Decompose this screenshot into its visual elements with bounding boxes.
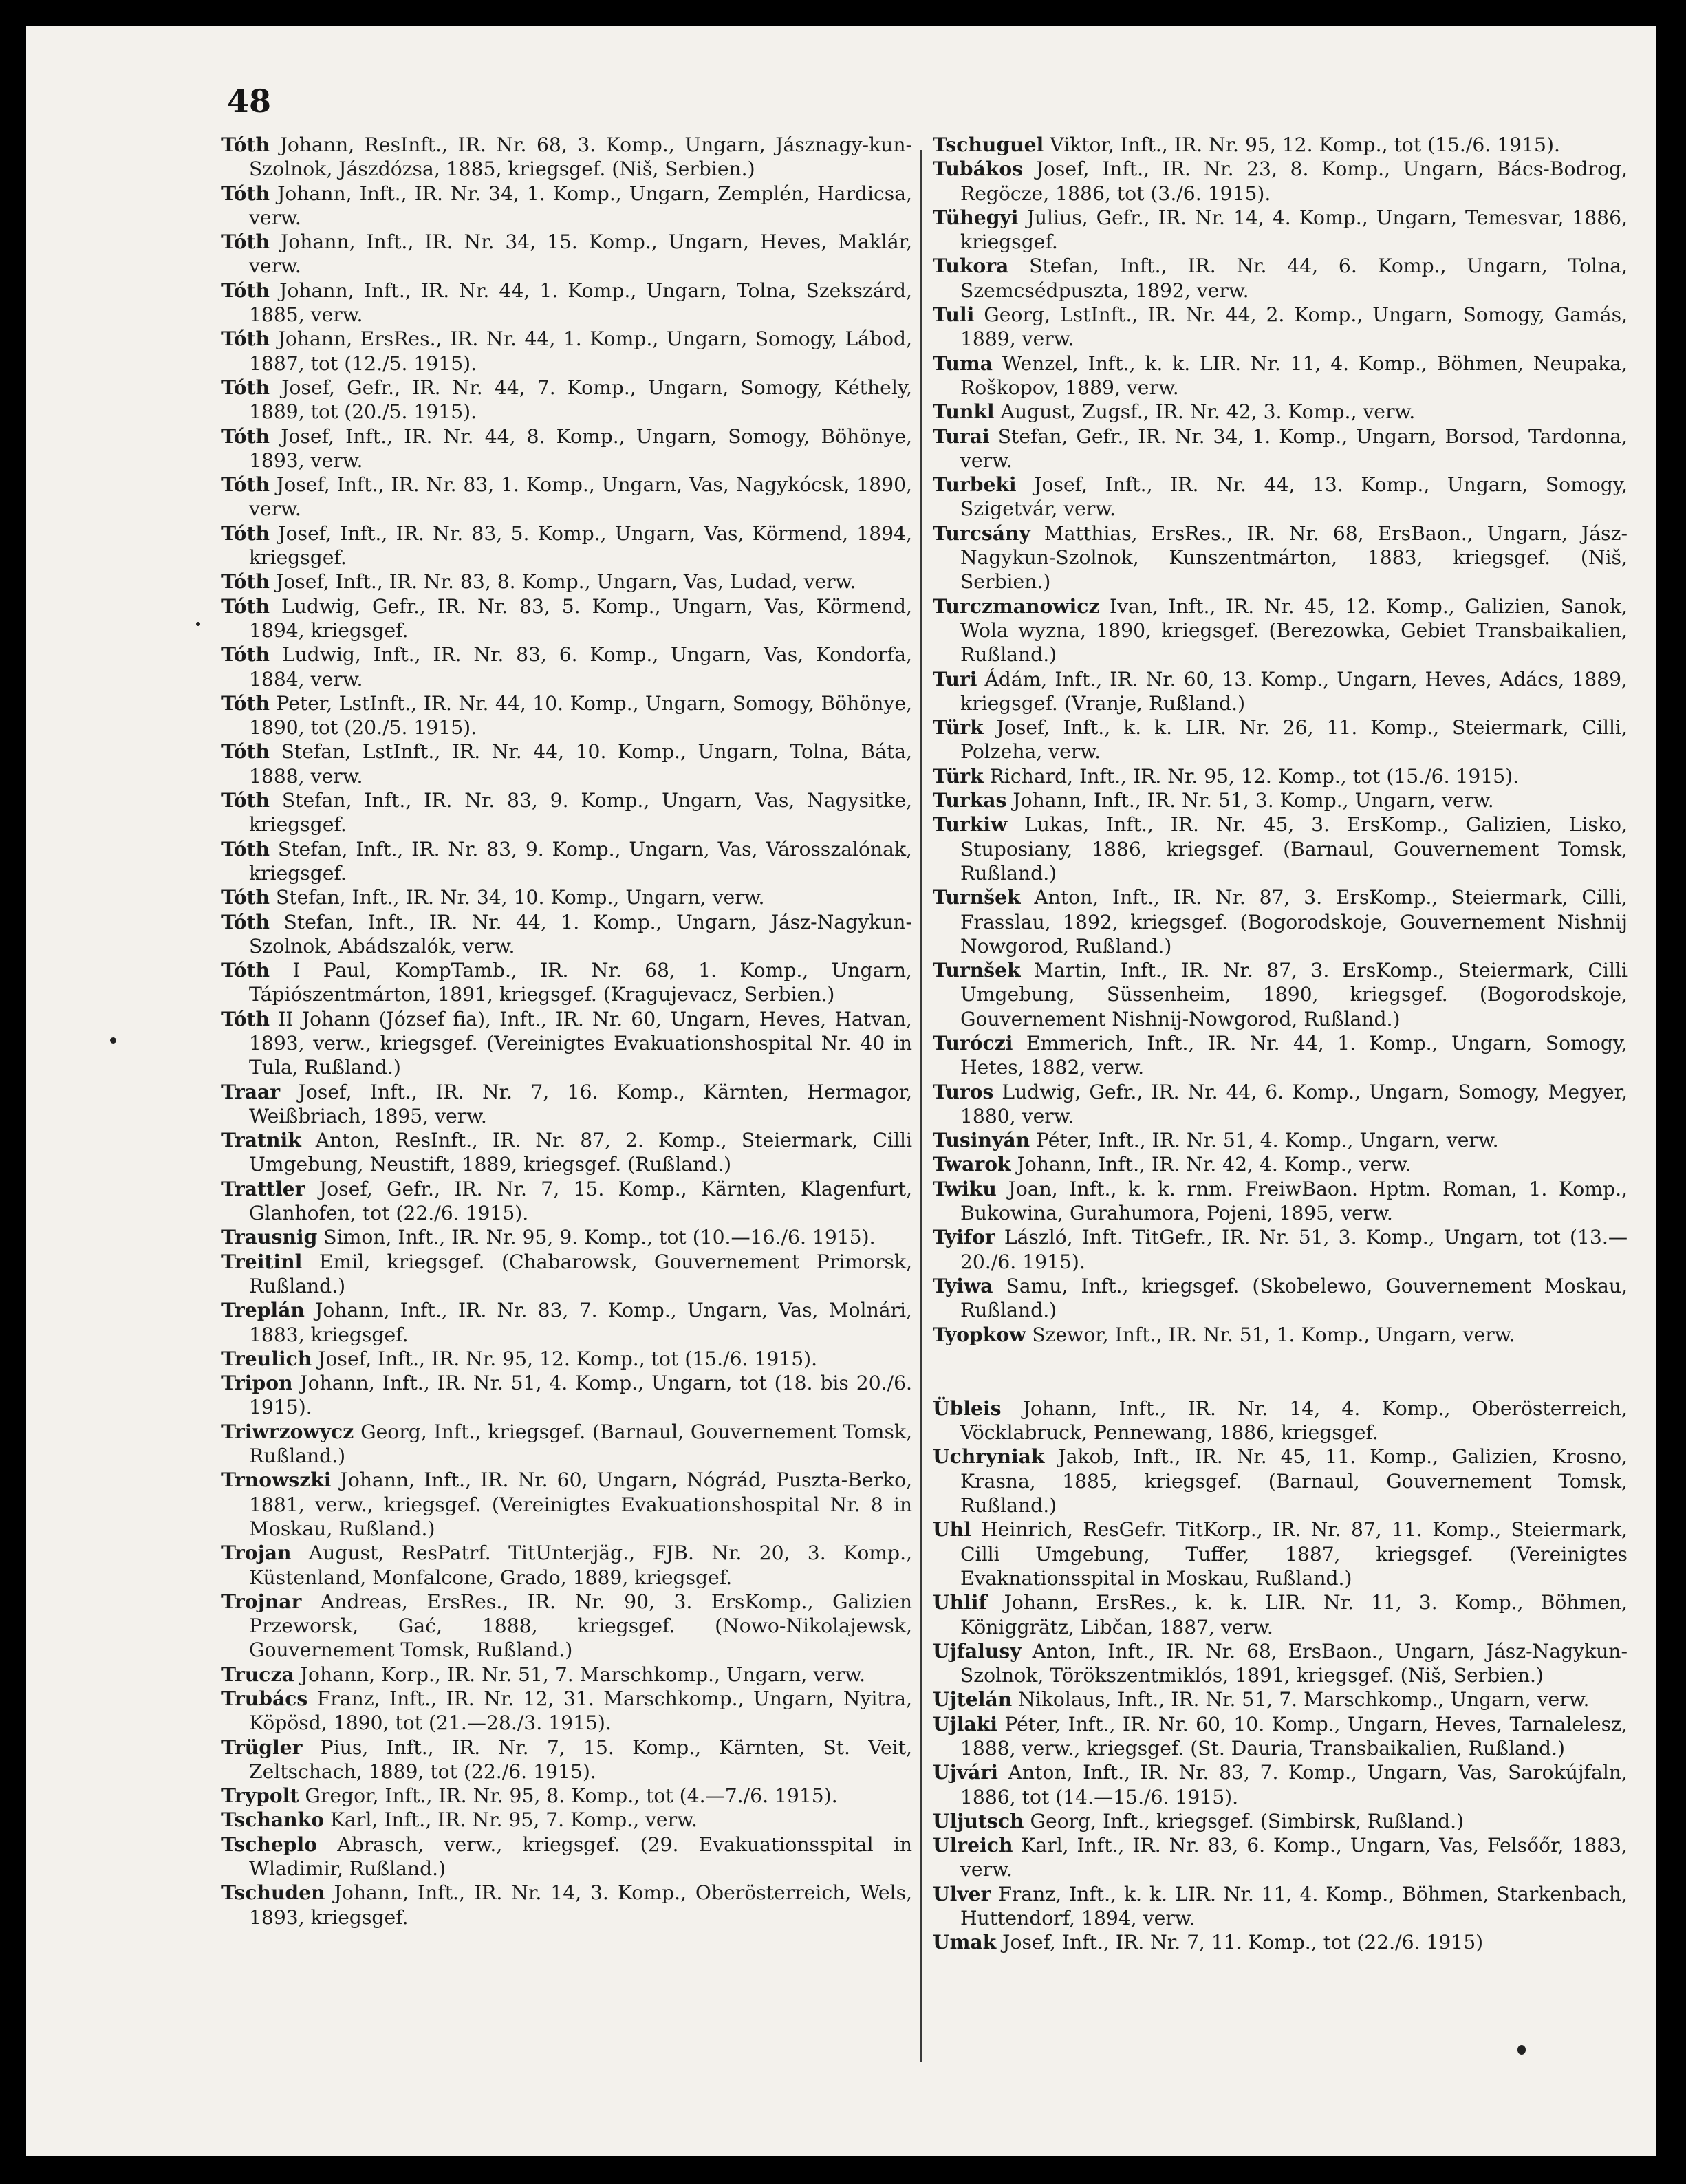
register-entry: [933, 764, 1628, 788]
entry-details: Johann, Inft., IR. Nr. 42, 4. Komp., verw.: [1017, 1153, 1412, 1176]
entry-details: Josef, Gefr., IR. Nr. 7, 15. Komp., Kärnten, Klagenfurt, Glanhofen, tot (22./6. 1915).: [249, 1177, 912, 1225]
register-entry: [933, 157, 1628, 206]
left-column: [221, 133, 912, 1929]
entry-details: Ivan, Inft., IR. Nr. 45, 12. Komp., Galizien, Sanok, Wola wyzna, 1890, kriegsgef. (Berezowka, Gebiet Transbaikalien, Rußland.): [960, 594, 1628, 667]
entry-details: Péter, Inft., IR. Nr. 51, 4. Komp., Ungarn, verw.: [1036, 1129, 1499, 1152]
entry-surname: Treitinl: [221, 1250, 303, 1273]
entry-surname: Ujlaki: [933, 1712, 997, 1736]
entry-details: Johann, Inft., IR. Nr. 34, 15. Komp., Ungarn, Heves, Maklár, verw.: [249, 230, 912, 278]
register-entry: [933, 1128, 1628, 1152]
entry-surname: Tóth: [221, 279, 270, 302]
entry-details: Szewor, Inft., IR. Nr. 51, 1. Komp., Ungarn, verw.: [1032, 1323, 1515, 1346]
entry-details: Emmerich, Inft., IR. Nr. 44, 1. Komp., Ungarn, Somogy, Hetes, 1882, verw.: [960, 1031, 1628, 1079]
entry-details: Josef, Inft., IR. Nr. 44, 13. Komp., Ungarn, Somogy, Szigetvár, verw.: [960, 473, 1628, 521]
entry-surname: Turnšek: [933, 959, 1021, 982]
print-speck: [110, 1037, 116, 1044]
entry-details: I Paul, KompTamb., IR. Nr. 68, 1. Komp., Ungarn, Tápiószentmárton, 1891, kriegsgef. (Kragujevacz, Serbien.): [249, 959, 912, 1006]
entry-surname: Tühegyi: [933, 206, 1019, 229]
entry-details: Stefan, LstInft., IR. Nr. 44, 10. Komp., Ungarn, Tolna, Báta, 1888, verw.: [249, 740, 912, 788]
entry-details: Johann, Inft., IR. Nr. 44, 1. Komp., Ungarn, Tolna, Szekszárd, 1885, verw.: [249, 279, 912, 327]
entry-surname: Trucza: [221, 1663, 294, 1686]
column-divider: [920, 150, 922, 2062]
entry-surname: Tóth: [221, 837, 270, 861]
entry-details: Josef, Inft., IR. Nr. 95, 12. Komp., tot (15./6. 1915).: [318, 1347, 818, 1370]
entry-surname: Triwrzowycz: [221, 1420, 354, 1443]
entry-surname: Tschuden: [221, 1881, 325, 1905]
register-entry: [933, 400, 1628, 424]
entry-details: Josef, Inft., IR. Nr. 44, 8. Komp., Ungarn, Somogy, Böhönye, 1893, verw.: [249, 424, 913, 472]
entry-details: II Johann (József fia), Inft., IR. Nr. 60, Ungarn, Heves, Hatvan, 1893, verw., kriegsgef. (Vereinigtes Evakuationshospital Nr. 40 in Tula, Rußland.): [249, 1007, 912, 1079]
entry-details: Joan, Inft., k. k. rnm. FreiwBaon. Hptm. Roman, 1. Komp., Bukowina, Gurahumora, Pojeni, 1895, verw.: [960, 1177, 1628, 1225]
entry-details: Stefan, Inft., IR. Nr. 83, 9. Komp., Ungarn, Vas, Városszalónak, kriegsgef.: [249, 837, 912, 885]
register-entry: [933, 958, 1628, 1031]
entry-details: László, Inft. TitGefr., IR. Nr. 51, 3. Komp., Ungarn, tot (13.—20./6. 1915).: [960, 1226, 1628, 1273]
register-entry: [221, 424, 912, 473]
entry-surname: Tóth: [221, 643, 270, 667]
entry-details: Stefan, Inft., IR. Nr. 34, 10. Komp., Ungarn, verw.: [276, 886, 765, 909]
entry-details: Anton, Inft., IR. Nr. 87, 3. ErsKomp., Steiermark, Cilli, Frasslau, 1892, kriegsgef. (Bogorodskoje, Gouvernement Nishnij Nowgorod, Rußland.): [960, 886, 1628, 958]
entry-surname: Ujtelán: [933, 1688, 1013, 1711]
entry-surname: Tunkl: [933, 400, 995, 424]
entry-surname: Tóth: [221, 740, 270, 764]
register-entry: [933, 1225, 1628, 1274]
register-entry: [933, 1152, 1628, 1176]
register-entry: [221, 594, 912, 643]
entry-surname: Tóth: [221, 691, 270, 715]
register-entry: [933, 303, 1628, 352]
register-entry: [221, 1177, 912, 1226]
entry-surname: Tratnik: [221, 1129, 301, 1152]
entry-surname: Tóth: [221, 886, 270, 909]
entry-surname: Tubákos: [933, 158, 1024, 181]
entry-details: Stefan, Inft., IR. Nr. 44, 6. Komp., Ungarn, Tolna, Szemcsédpuszta, 1892, verw.: [960, 255, 1628, 302]
register-entry: [221, 473, 912, 521]
entry-details: Georg, Inft., kriegsgef. (Barnaul, Gouvernement Tomsk, Rußland.): [249, 1420, 912, 1468]
entry-surname: Tóth: [221, 230, 270, 254]
entry-details: Johann, Inft., IR. Nr. 14, 4. Komp., Oberösterreich, Vöcklabruck, Pennewang, 1886, kriegsgef.: [960, 1396, 1628, 1445]
register-entry: [933, 594, 1628, 667]
register-entry: [221, 1420, 912, 1469]
entry-surname: Tusinyán: [933, 1129, 1030, 1152]
page-number: 48: [227, 83, 272, 120]
register-entry: [221, 958, 912, 1007]
entry-surname: Turos: [933, 1080, 994, 1103]
entry-details: Ludwig, Gefr., IR. Nr. 83, 5. Komp., Ungarn, Vas, Körmend, 1894, kriegsgef.: [249, 594, 912, 642]
entry-surname: Turcsány: [933, 521, 1030, 545]
entry-surname: Twarok: [933, 1153, 1011, 1176]
entry-details: Viktor, Inft., IR. Nr. 95, 12. Komp., tot (15./6. 1915).: [1050, 133, 1560, 156]
register-entry: [933, 1177, 1628, 1226]
entry-details: Heinrich, ResGefr. TitKorp., IR. Nr. 87, 11. Komp., Steiermark, Cilli Umgebung, Tuffer, 1887, kriegsgef. (Vereinigtes Evaknationsspital in Moskau, Rußland.): [960, 1518, 1628, 1590]
register-entry: [221, 1808, 912, 1832]
entry-surname: Ujvári: [933, 1761, 998, 1784]
entry-surname: Umak: [933, 1931, 997, 1954]
entry-details: Johann, Inft., IR. Nr. 83, 7. Komp., Ungarn, Vas, Molnári, 1883, kriegsgef.: [249, 1299, 912, 1346]
register-entry: [221, 837, 912, 886]
entry-details: Richard, Inft., IR. Nr. 95, 12. Komp., tot (15./6. 1915).: [989, 764, 1520, 788]
entry-surname: Turóczi: [933, 1031, 1013, 1055]
register-entry: [221, 1007, 912, 1080]
entry-surname: Uhlif: [933, 1591, 987, 1614]
register-entry: [933, 1517, 1628, 1590]
entry-details: Johann, Inft., IR. Nr. 60, Ungarn, Nógrád, Puszta-Berko, 1881, verw., kriegsgef. (Vereinigtes Evakuationshospital Nr. 8 in Moskau, Rußland.): [249, 1469, 912, 1540]
register-entry: [221, 1250, 912, 1299]
entry-details: Josef, Inft., IR. Nr. 83, 5. Komp., Ungarn, Vas, Körmend, 1894, kriegsgef.: [249, 521, 912, 570]
register-entry: [933, 1712, 1628, 1761]
entry-surname: Uljutsch: [933, 1809, 1024, 1832]
entry-surname: Turbeki: [933, 473, 1017, 497]
register-entry: [933, 133, 1628, 157]
entry-details: Franz, Inft., IR. Nr. 12, 31. Marschkomp., Ungarn, Nyitra, Köpösd, 1890, tot (21.—28./3. 1915).: [249, 1687, 912, 1735]
entry-surname: Trausnig: [221, 1226, 318, 1249]
register-entry: [933, 1687, 1628, 1711]
entry-surname: Traar: [221, 1080, 281, 1103]
entry-surname: Tschuguel: [933, 133, 1044, 156]
entry-surname: Twiku: [933, 1177, 997, 1200]
entry-surname: Turczmanowicz: [933, 594, 1100, 618]
entry-details: Pius, Inft., IR. Nr. 7, 15. Komp., Kärnten, St. Veit, Zeltschach, 1889, tot (22./6. 1915).: [249, 1736, 912, 1783]
entry-surname: Tóth: [221, 473, 270, 497]
entry-details: Abrasch, verw., kriegsgef. (29. Evakuationsspital in Wladimir, Rußland.): [249, 1832, 912, 1881]
register-entry: [221, 1784, 912, 1808]
register-entry: [933, 424, 1628, 473]
register-entry: [221, 1590, 912, 1663]
entry-details: Georg, Inft., kriegsgef. (Simbirsk, Rußland.): [1030, 1809, 1465, 1832]
entry-details: Anton, ResInft., IR. Nr. 87, 2. Komp., Steiermark, Cilli Umgebung, Neustift, 1889, kriegsgef. (Rußland.): [249, 1129, 913, 1176]
entry-details: Anton, Inft., IR. Nr. 68, ErsBaon., Ungarn, Jász-Nagykun-Szolnok, Törökszentmiklós, 1891, kriegsgef. (Niš, Serbien.): [960, 1639, 1628, 1687]
entry-details: Johann, ErsRes., k. k. LIR. Nr. 11, 3. Komp., Böhmen, Königgrätz, Libčan, 1887, verw.: [960, 1591, 1628, 1639]
register-entry: [933, 1031, 1628, 1080]
entry-surname: Tóth: [221, 327, 270, 351]
entry-surname: Tóth: [221, 182, 270, 205]
entry-details: Anton, Inft., IR. Nr. 83, 7. Komp., Ungarn, Vas, Sarokújfaln, 1886, tot (14.—15./6. 1915).: [960, 1761, 1628, 1808]
register-entry: [933, 1445, 1628, 1517]
entry-surname: Tscheplo: [221, 1832, 318, 1856]
register-entry: [221, 182, 912, 230]
entry-details: Stefan, Gefr., IR. Nr. 34, 1. Komp., Ungarn, Borsod, Tardonna, verw.: [960, 424, 1628, 472]
print-speck: [1517, 2045, 1526, 2055]
register-entry: [933, 254, 1628, 303]
register-entry: [221, 1080, 912, 1129]
entry-surname: Tuma: [933, 352, 993, 375]
print-speck: [196, 622, 200, 626]
register-entry: [221, 885, 912, 909]
entry-surname: Treplán: [221, 1299, 305, 1322]
entry-details: Ludwig, Inft., IR. Nr. 83, 6. Komp., Ungarn, Vas, Kondorfa, 1884, verw.: [249, 643, 912, 691]
register-entry: [221, 1541, 912, 1590]
register-entry: [221, 910, 912, 959]
register-entry: [933, 1639, 1628, 1688]
entry-surname: Turi: [933, 667, 977, 691]
entry-surname: Tyiwa: [933, 1274, 993, 1297]
register-entry: [933, 1882, 1628, 1931]
register-entry: [933, 1930, 1628, 1954]
entry-surname: Tóth: [221, 959, 270, 982]
entry-details: Ádám, Inft., IR. Nr. 60, 13. Komp., Ungarn, Heves, Adács, 1889, kriegsgef. (Vranje, Rußland.): [960, 667, 1628, 715]
entry-surname: Ulver: [933, 1882, 991, 1905]
entry-details: Emil, kriegsgef. (Chabarowsk, Gouvernement Primorsk, Rußland.): [249, 1250, 912, 1297]
entry-details: Johann, Inft., IR. Nr. 51, 3. Komp., Ungarn, verw.: [1013, 789, 1494, 812]
entry-surname: Tóth: [221, 521, 270, 545]
entry-surname: Ulreich: [933, 1834, 1013, 1857]
entry-surname: Türk: [933, 764, 984, 788]
entry-surname: Turai: [933, 424, 990, 448]
entry-surname: Türk: [933, 716, 984, 739]
register-entry: [933, 1396, 1628, 1445]
entry-surname: Trnowszki: [221, 1469, 332, 1492]
register-entry: [221, 1298, 912, 1347]
register-entry: [933, 885, 1628, 958]
entry-surname: Turkiw: [933, 813, 1008, 836]
entry-surname: Tóth: [221, 570, 270, 594]
register-entry: [933, 1590, 1628, 1639]
register-entry: [933, 352, 1628, 400]
entry-surname: Ujfalusy: [933, 1639, 1022, 1663]
entry-details: Georg, LstInft., IR. Nr. 44, 2. Komp., Ungarn, Somogy, Gamás, 1889, verw.: [960, 303, 1628, 351]
register-entry: [221, 1832, 912, 1881]
entry-surname: Tóth: [221, 376, 270, 399]
entry-surname: Tóth: [221, 133, 270, 156]
entry-details: Gregor, Inft., IR. Nr. 95, 8. Komp., tot (4.—7./6. 1915).: [305, 1784, 838, 1808]
entry-surname: Turnšek: [933, 886, 1021, 909]
entry-details: Jakob, Inft., IR. Nr. 45, 11. Komp., Galizien, Krosno, Krasna, 1885, kriegsgef. (Barnaul, Gouvernement Tomsk, Rußland.): [960, 1445, 1628, 1517]
entry-details: Josef, Inft., IR. Nr. 23, 8. Komp., Ungarn, Bács-Bodrog, Regöcze, 1886, tot (3./6. 1915).: [960, 158, 1628, 205]
entry-surname: Tóth: [221, 910, 270, 933]
register-entry: [933, 667, 1628, 716]
entry-surname: Tóth: [221, 594, 270, 618]
entry-details: Lukas, Inft., IR. Nr. 45, 3. ErsKomp., Galizien, Lisko, Stuposiany, 1886, kriegsgef. (Barnaul, Gouvernement Tomsk, Rußland.): [960, 813, 1628, 885]
register-entry: [221, 691, 912, 740]
entry-surname: Trojan: [221, 1542, 292, 1565]
register-entry: [221, 1347, 912, 1371]
register-entry: [221, 376, 912, 424]
register-entry: [221, 521, 912, 570]
register-entry: [221, 1468, 912, 1541]
entry-details: Simon, Inft., IR. Nr. 95, 9. Komp., tot (10.—16./6. 1915).: [323, 1226, 876, 1249]
entry-details: Franz, Inft., k. k. LIR. Nr. 11, 4. Komp., Böhmen, Starkenbach, Huttendorf, 1894, verw.: [960, 1882, 1628, 1930]
entry-details: Johann, Inft., IR. Nr. 14, 3. Komp., Oberösterreich, Wels, 1893, kriegsgef.: [249, 1881, 912, 1929]
register-entry: [221, 570, 912, 594]
entry-details: Karl, Inft., IR. Nr. 83, 6. Komp., Ungarn, Vas, Felsőőr, 1883, verw.: [960, 1834, 1628, 1881]
register-entry: [933, 1760, 1628, 1809]
entry-surname: Uchryniak: [933, 1445, 1045, 1469]
entry-details: Matthias, ErsRes., IR. Nr. 68, ErsBaon., Ungarn, Jász-Nagykun-Szolnok, Kunszentmárton, 1883, kriegsgef. (Niš, Serbien.): [960, 521, 1628, 594]
entry-details: Josef, Gefr., IR. Nr. 44, 7. Komp., Ungarn, Somogy, Kéthely, 1889, tot (20./5. 1915).: [249, 376, 912, 424]
entry-surname: Tóth: [221, 789, 270, 812]
register-entry: [933, 1080, 1628, 1129]
entry-details: Johann, ResInft., IR. Nr. 68, 3. Komp., Ungarn, Jásznagy-kun-Szolnok, Jászdózsa, 1885, kriegsgef. (Niš, Serbien.): [249, 133, 912, 181]
entry-surname: Uhl: [933, 1518, 971, 1542]
entry-details: Stefan, Inft., IR. Nr. 83, 9. Komp., Ungarn, Vas, Nagysitke, kriegsgef.: [249, 789, 913, 836]
entry-surname: Tschanko: [221, 1808, 325, 1832]
entry-surname: Tripon: [221, 1372, 293, 1395]
register-entry: [221, 1225, 912, 1249]
entry-details: Péter, Inft., IR. Nr. 60, 10. Komp., Ungarn, Heves, Tarnalelesz, 1888, verw., kriegsgef. (St. Dauria, Transbaikalien, Rußland.): [960, 1712, 1628, 1760]
entry-surname: Tyifor: [933, 1226, 995, 1249]
entry-details: August, ResPatrf. TitUnterjäg., FJB. Nr. 20, 3. Komp., Küstenland, Monfalcone, Grado, 1889, kriegsgef.: [249, 1542, 912, 1589]
entry-details: Josef, Inft., IR. Nr. 7, 11. Komp., tot (22./6. 1915): [1002, 1931, 1484, 1954]
entry-details: Johann, ErsRes., IR. Nr. 44, 1. Komp., Ungarn, Somogy, Lábod, 1887, tot (12./5. 1915).: [249, 327, 912, 375]
entry-details: Samu, Inft., kriegsgef. (Skobelewo, Gouvernement Moskau, Rußland.): [960, 1274, 1628, 1322]
register-entry: [221, 230, 912, 279]
register-entry: [221, 1663, 912, 1687]
entry-details: Wenzel, Inft., k. k. LIR. Nr. 11, 4. Komp., Böhmen, Neupaka, Roškopov, 1889, verw.: [960, 352, 1628, 399]
entry-details: Peter, LstInft., IR. Nr. 44, 10. Komp., Ungarn, Somogy, Böhönye, 1890, tot (20./5. 1915).: [249, 691, 912, 739]
entry-surname: Treulich: [221, 1347, 312, 1370]
register-entry: [933, 715, 1628, 764]
entry-details: Johann, Inft., IR. Nr. 51, 4. Komp., Ungarn, tot (18. bis 20./6. 1915).: [249, 1372, 912, 1419]
right-column: [933, 133, 1628, 1955]
register-entry: [221, 642, 912, 691]
register-entry: [221, 133, 912, 182]
register-entry: [221, 279, 912, 327]
entry-details: Nikolaus, Inft., IR. Nr. 51, 7. Marschkomp., Ungarn, verw.: [1018, 1688, 1590, 1711]
register-entry: [933, 1809, 1628, 1833]
entry-details: Josef, Inft., k. k. LIR. Nr. 26, 11. Komp., Steiermark, Cilli, Polzeha, verw.: [960, 716, 1628, 764]
register-entry: [221, 1128, 912, 1177]
register-entry: [933, 521, 1628, 594]
entry-surname: Trubács: [221, 1687, 308, 1710]
entry-surname: Turkas: [933, 789, 1007, 812]
entry-details: Josef, Inft., IR. Nr. 83, 8. Komp., Ungarn, Vas, Ludad, verw.: [276, 570, 856, 594]
register-entry: [221, 1881, 912, 1929]
entry-surname: Trypolt: [221, 1784, 299, 1808]
register-entry: [933, 1323, 1628, 1347]
register-entry: [933, 206, 1628, 255]
register-entry: [221, 788, 912, 837]
entry-details: Johann, Inft., IR. Nr. 34, 1. Komp., Ungarn, Zemplén, Hardicsa, verw.: [249, 182, 912, 229]
entry-surname: Tóth: [221, 424, 270, 448]
register-entry: [221, 1371, 912, 1420]
entry-details: Karl, Inft., IR. Nr. 95, 7. Komp., verw.: [329, 1808, 698, 1832]
entry-surname: Trattler: [221, 1177, 305, 1200]
register-entry: [221, 327, 912, 376]
register-entry: [933, 1274, 1628, 1323]
entry-details: Stefan, Inft., IR. Nr. 44, 1. Komp., Ungarn, Jász-Nagykun-Szolnok, Abádszalók, verw.: [249, 910, 912, 958]
section-gap: [933, 1347, 1628, 1396]
register-entry: [933, 1833, 1628, 1882]
entry-details: Ludwig, Gefr., IR. Nr. 44, 6. Komp., Ungarn, Somogy, Megyer, 1880, verw.: [960, 1080, 1628, 1127]
entry-surname: Tyopkow: [933, 1323, 1026, 1346]
entry-surname: Übleis: [933, 1396, 1002, 1420]
entry-surname: Tuli: [933, 303, 975, 327]
book-page: [26, 26, 1656, 2156]
register-entry: [933, 788, 1628, 812]
entry-details: Julius, Gefr., IR. Nr. 14, 4. Komp., Ungarn, Temesvar, 1886, kriegsgef.: [960, 206, 1628, 254]
entry-details: Josef, Inft., IR. Nr. 83, 1. Komp., Ungarn, Vas, Nagykócsk, 1890, verw.: [249, 473, 912, 521]
entry-surname: Tukora: [933, 255, 1009, 278]
register-entry: [221, 1736, 912, 1784]
entry-details: Josef, Inft., IR. Nr. 7, 16. Komp., Kärnten, Hermagor, Weißbriach, 1895, verw.: [249, 1080, 912, 1127]
entry-surname: Tóth: [221, 1007, 270, 1030]
entry-details: Martin, Inft., IR. Nr. 87, 3. ErsKomp., Steiermark, Cilli Umgebung, Süssenheim, 1890, kriegsgef. (Bogorodskoje, Gouvernement Nishnij-Nowgorod, Rußland.): [960, 959, 1628, 1030]
entry-surname: Trügler: [221, 1736, 303, 1759]
entry-details: August, Zugsf., IR. Nr. 42, 3. Komp., verw.: [1000, 400, 1416, 424]
entry-surname: Trojnar: [221, 1590, 302, 1613]
register-entry: [221, 1687, 912, 1736]
entry-details: Andreas, ErsRes., IR. Nr. 90, 3. ErsKomp., Galizien Przeworsk, Gać, 1888, kriegsgef. (Nowo-Nikolajewsk, Gouvernement Tomsk, Rußland.): [249, 1590, 912, 1662]
register-entry: [933, 473, 1628, 521]
register-entry: [933, 812, 1628, 885]
entry-details: Johann, Korp., IR. Nr. 51, 7. Marschkomp., Ungarn, verw.: [300, 1663, 866, 1686]
register-entry: [221, 739, 912, 788]
